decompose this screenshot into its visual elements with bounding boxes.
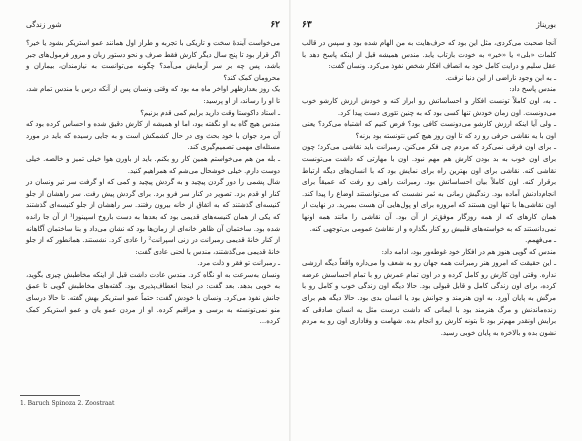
paragraph: ـ رمبرانت تو فقر و ذلت مرد. [197, 259, 280, 268]
footnote-text: 1. Baruch Spinoza 2. Zoostraat [20, 400, 115, 407]
page-number: ۶۲ [270, 20, 280, 30]
paragraph: ـ ولی آیا اینکه ارزش کارشو می‌دونست کافی بود؟ فرض کنیم که اشتباه می‌کرد؟ یعنی اون با یه نقاشی حرفی رو زد که تا اون روز هیچ کس نتونسته بود بزنه؟ [302, 120, 556, 140]
running-title: شور زندگی [26, 20, 62, 29]
footnote-divider [20, 395, 80, 396]
left-page [0, 0, 290, 441]
paragraph: ـ می‌فهمم. [525, 236, 556, 245]
paragraph: مندس که گویی هنوز هم در افکار خود غوطه‌ور بود، ادامه داد: [381, 247, 556, 256]
paragraph: یک روز بعدازظهر اواخر ماه مه بود که وقتی ونسان پس از آنکه درس با مندس تمام شد، تا او را رساند، از او پرسید: [26, 85, 280, 105]
paragraph: ـ بله من هم می‌خواستم همین کار رو بکنم. باید از باورن هوا خیلی تمیز و خالصه. خیلی دوست دارم. خیلی خوشحال می‌شم که همراهیم کنید. [26, 154, 280, 175]
page-number: ۶۳ [302, 20, 312, 30]
paragraph: مندس هیچ گاه به او نگفته بود، اما او همیشه از کارش دقیق شده و احساس کرده بود که آن مرد جوان با خود بحث وی در حال کشمکش است و به جایی رسیده که باید در مورد مسئله‌ای مهمی تصمیم‌گیری کند. [26, 120, 280, 152]
paragraph: شال پشمی را دور گردن پیچید و به گردش پیچید و کمی که او گرفت سر تیر ونسان در کنار او قدم بزد. تصویر در کنار سر فرو برد. برای گردش پیش رفت. سر راهشان از جلو کنیسه‌ای گذشتند که به اتفاق از خانه بیرون رفتند. سر راهشان از جلو کنیسه‌ای گذشتند که یکی از همان کنیسه‌های قدیمی بود که بعدها به دست باروخ اسپینوزا¹ از آن جا رانده شده بود. ساختمان آن ظاهر خانه‌ای از زمان‌ها بود که نشان می‌داد و بنا ساختمان آگاهانه از کنار خانهٔ قدیمی رمبرانت در زنی اسپرانت² را عادی کرد. نشستند. همانطور که از جلو خانهٔ قدیمی می‌گذشتند، مندس با لحنی عادی گفت: [26, 178, 281, 256]
paragraph: ـ برای اون فرقی نمی‌کرد که مردم چی فکر می‌کنن. رمبرانت باید نقاشی می‌کرد؛ چون برای اون خوب به بد بودن کارش هم مهم نبود. اون با مهارتی که داشت می‌تونست نقاشی کنه. نقاشی برای اون بهترین راه برای نمایش بود که با انسان‌های دیگه ارتباط برقرار کنه. اون کاملاً بیان احساساتش بود. رمبرانت راهی رو رفت که عمیقاً برای انجام‌دادنش آماده بود. زندگیش زمانی به ثمر نشست که می‌توانستند اوضاع را پیدا کند. اون نقاشی‌ها با تنها اون هستند که امروزه برای او پول‌هایی آن هست بمیرید. در نهایت از همان کار‌های که از همه روزگار موفق‌تر از آن بود. آن نقاشی را مانند همه اونها نمی‌دانستند که به خواسته‌های قلبیش رو کنار بگذاره و از نقاشیٔ عمومی بی‌توجهی کنه. [302, 143, 556, 233]
running-title: بوریناژ [536, 20, 556, 29]
book-gutter [289, 0, 291, 441]
paragraph: آنجا صحبت می‌کردی، مثل این بود که حرف‌هایت به من الهام شده بود و سپس در قالب کلمات «بلی» یا «خیر» به خودت بازتاب یابد. مندس همیشه قبل از اینکه پاسخ دهد با عقل سلیم و درایت کامل خود به انصاف افکار شخص نفوذ می‌کرد. ونسان گفت: [302, 39, 556, 71]
right-page [292, 0, 582, 441]
paragraph: ـ به این وجود ناراضی از این دنیا نرفت. [445, 73, 556, 82]
right-page-header [302, 20, 556, 30]
footnotes [20, 395, 270, 407]
paragraph: ـ این حقیقت که امروز هنر رمبرانت همه جهان رو به شعف وا می‌داره واقعاً دیگه ارزشی نداره. وقتی اون کارش رو کامل کرده و در اون تمام عمرش رو با تمام احساسش عرضه کرده، برای اون زندگی کامل و قابل قبولی بود. حالا دیگه اون زندگی خوب و کامل رو با مرگش به پایان آورد. به اون هنرمند و جوانش بود یا انسان بدی بود. حالا دیگه هم برای زنده‌ماندنش و مرگ هنرمند بود با ایمانی که داشت درست مثل یه انسان صادقی که برایش اونقدر مهم‌تر بود تا بتونه کارش رو انجام بده. شهامت و وفاداری اون رو به مردم نشون بده و بالاخره به پایان خوبی رسید. [302, 259, 556, 337]
right-page-body [302, 38, 556, 339]
left-page-body [26, 38, 280, 328]
paragraph: ـ به، اون کاملاً تونست افکار و احساساتش رو ابراز کنه و خودش ارزش کارشو خوب می‌دونست. اون زمان خودش تنها کسی بود که به چنین تئوری دست پیدا کرد. [302, 96, 556, 117]
left-page-header [26, 20, 280, 30]
paragraph: ونسان به‌سرعت به او نگاه کرد. مندس عادت داشت قبل از اینکه مخاطبش چیزی بگوید، به خوبی بدهد. بعد گفت: در اینجا انعطاف‌پذیری بود. گفته‌های مخاطبش گویی تا عمق جانش نفوذ می‌کرد. ونسان با خودش گفت: حتماً عمو استریکر بهش گفته. تا حالا درسای منو نمی‌تونسته به برسی و مراقبم کرده. او از مردن عمو یان و عمو استریکر کمک کرده... [26, 270, 280, 326]
paragraph: ـ استاد داکوستا وقت دارید برایم کمی قدم بزنیم؟ [140, 108, 280, 117]
paragraph: مندس پاسخ داد: [509, 85, 556, 94]
paragraph: می‌خواست آیندهٔ سخت و تاریکی با تجربه و طراز اول همانند عمو استریکر بشود یا خیر؟ اگر قرار بود تا پنج سال دیگر کارش فقط صرف و نحو دستور زبان و مرور فرمول‌های جبر باشد، پس چه بر سر آزمایش می‌آمد؟ چگونه می‌توانست به نیازمندان، بیماران و محرومان کمک کند؟ [26, 39, 280, 82]
